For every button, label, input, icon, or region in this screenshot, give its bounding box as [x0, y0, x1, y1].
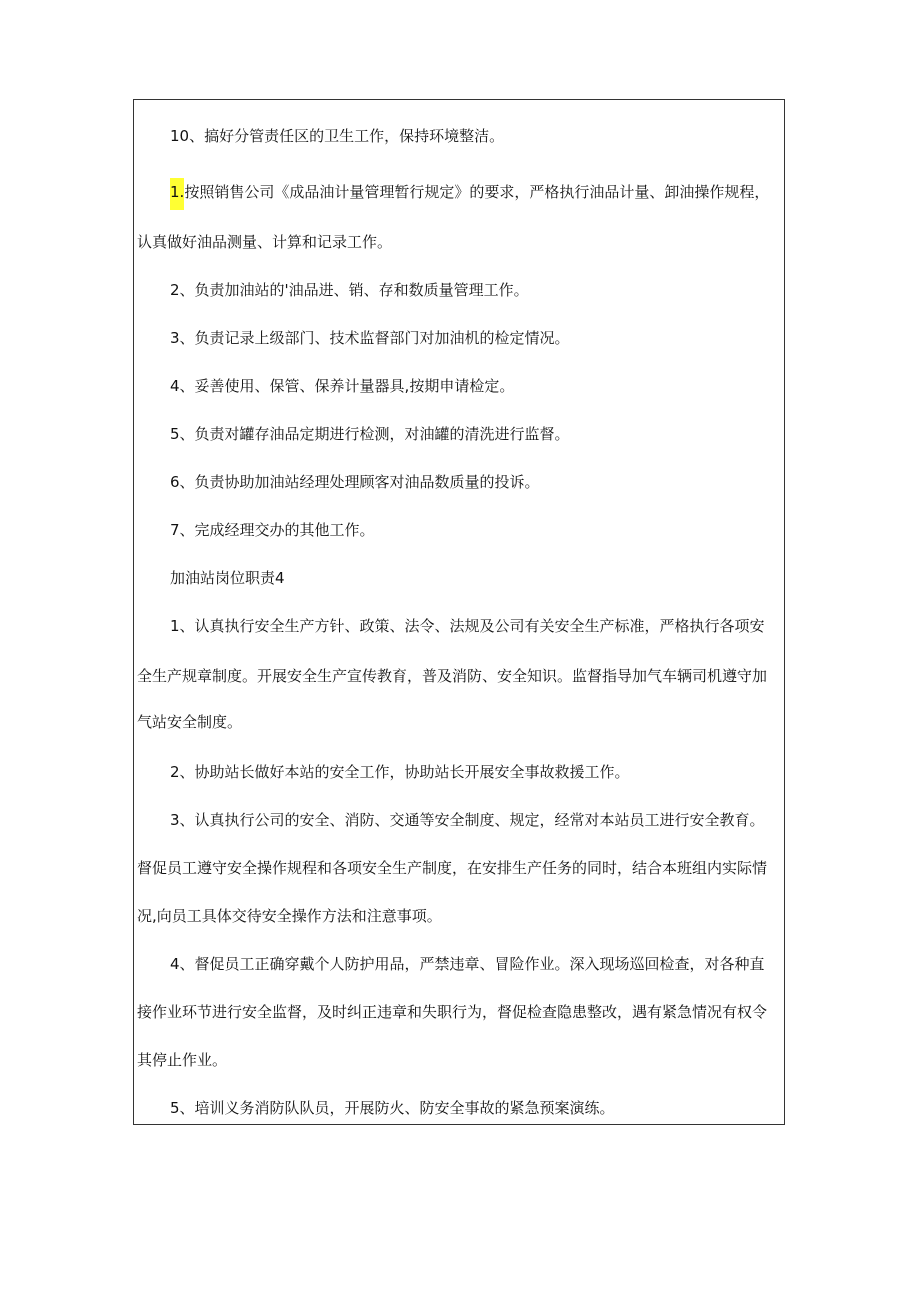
paragraph-line-highlighted [170, 182, 769, 210]
paragraph-line: 5、负责对罐存油品定期进行检测，对油罐的清洗进行监督。 [170, 425, 570, 443]
paragraph-line: 2、协助站长做好本站的安全工作，协助站长开展安全事故救援工作。 [170, 763, 630, 781]
paragraph-line: 3、认真执行公司的安全、消防、交通等安全制度、规定，经常对本站员工进行安全教育。 [170, 811, 765, 829]
paragraph-line: 4、督促员工正确穿戴个人防护用品，严禁违章、冒险作业。深入现场巡回检查，对各种直 [170, 955, 765, 973]
paragraph-line: 其停止作业。 [137, 1051, 228, 1069]
paragraph-line: 7、完成经理交办的其他工作。 [170, 521, 375, 539]
paragraph-line: 全生产规章制度。开展安全生产宣传教育，普及消防、安全知识。监督指导加气车辆司机遵守加 [137, 667, 768, 685]
paragraph-line: 4、妥善使用、保管、保养计量器具,按期申请检定。 [170, 377, 515, 395]
paragraph-line: 接作业环节进行安全监督，及时纠正违章和失职行为，督促检查隐患整改，遇有紧急情况有权令 [137, 1003, 768, 1021]
paragraph-line: 况,向员工具体交待安全操作方法和注意事项。 [137, 907, 442, 925]
paragraph-line: 6、负责协助加油站经理处理顾客对油品数质量的投诉。 [170, 473, 540, 491]
paragraph-text: 按照销售公司《成品油计量管理暂行规定》的要求，严格执行油品计量、卸油操作规程， [184, 183, 770, 201]
paragraph-line: 10、搞好分管责任区的卫生工作，保持环境整洁。 [170, 127, 505, 145]
paragraph-line: 3、负责记录上级部门、技术监督部门对加油机的检定情况。 [170, 329, 570, 347]
paragraph-line: 督促员工遵守安全操作规程和各项安全生产制度，在安排生产任务的同时，结合本班组内实际情 [137, 859, 768, 877]
paragraph-line: 气站安全制度。 [137, 713, 243, 731]
highlight-marker: 1. [170, 178, 184, 210]
paragraph-line: 认真做好油品测量、计算和记录工作。 [137, 233, 393, 251]
paragraph-line: 5、培训义务消防队队员，开展防火、防安全事故的紧急预案演练。 [170, 1099, 615, 1117]
document-frame [133, 99, 785, 1125]
paragraph-line: 1、认真执行安全生产方针、政策、法令、法规及公司有关安全生产标准，严格执行各项安 [170, 617, 765, 635]
paragraph-line: 2、负责加油站的'油品进、销、存和数质量管理工作。 [170, 281, 529, 299]
section-heading: 加油站岗位职责4 [170, 569, 285, 587]
